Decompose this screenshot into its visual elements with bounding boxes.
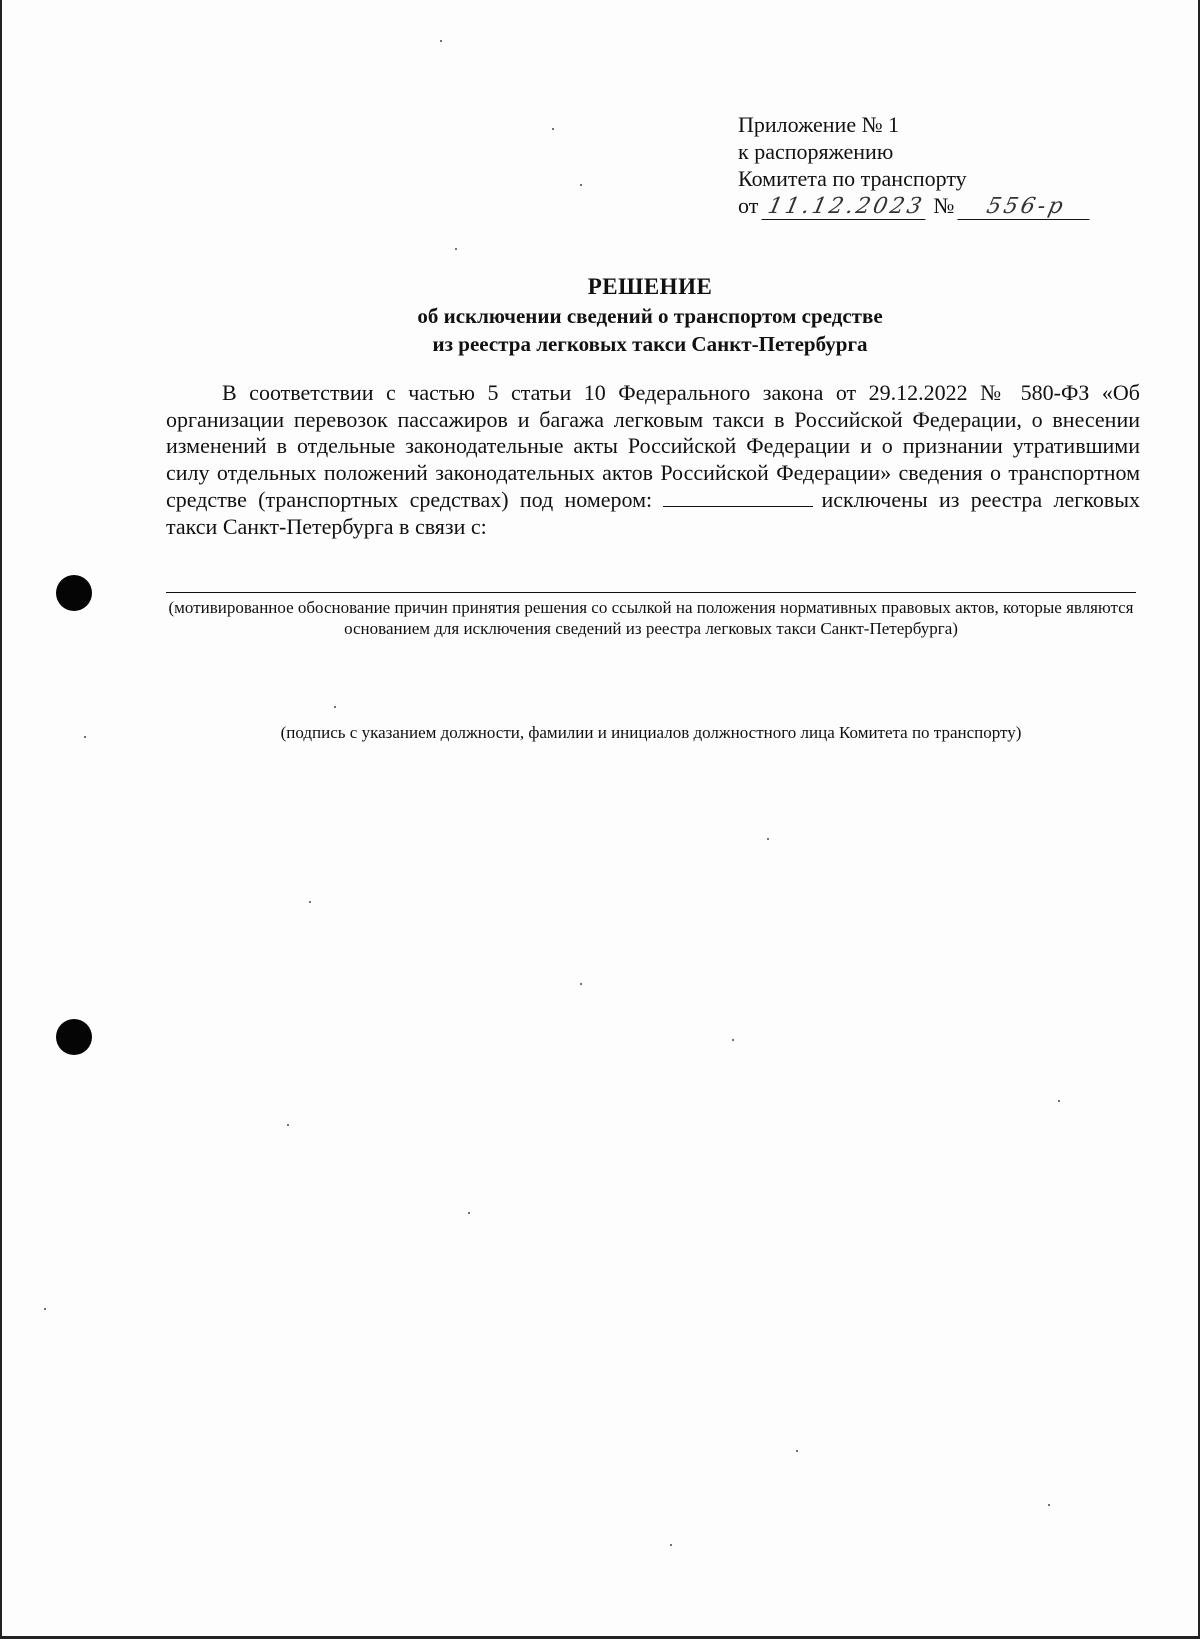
reason-blank-line	[166, 592, 1136, 593]
body-paragraph-end: исключены из реестра легковых такси Санкт-Петербурга в связи с:	[166, 487, 1140, 539]
scan-speck	[1058, 1100, 1060, 1102]
appendix-line-3: Комитета по транспорту	[738, 166, 967, 191]
from-label: от	[738, 193, 759, 218]
number-label: №	[933, 193, 955, 218]
handwritten-number: 556-р	[957, 195, 1094, 220]
scan-speck	[796, 1450, 798, 1452]
scan-speck	[287, 1124, 289, 1126]
appendix-line-4	[738, 192, 1138, 220]
handwritten-date: 11.12.2023	[761, 195, 930, 220]
scan-speck	[580, 184, 582, 186]
scan-edge-left	[0, 0, 2, 1639]
appendix-header	[738, 111, 1138, 220]
scan-speck	[670, 1544, 672, 1546]
body-paragraph-start: В соответствии с частью 5 статьи 10 Федерального закона от 29.12.2022 № 580-ФЗ «Об организации перевозок пассажиров и багажа легковым такси в Российской Федерации, о внесении изменений в отдельные законодательные акты Российской Федерации и о признании утратившими силу отдельных положений законодательных актов Российской Федерации» сведения о транспортном средстве (транспортных средствах) под номером:	[166, 380, 1140, 512]
signature-caption: (подпись с указанием должности, фамилии и инициалов должностного лица Комитета по транспорту)	[280, 723, 1022, 742]
scan-speck	[309, 901, 311, 903]
scan-speck	[44, 1308, 46, 1310]
scan-speck	[455, 248, 457, 250]
scan-speck	[84, 736, 86, 738]
title-subtitle-2: из реестра легковых такси Санкт-Петербурга	[432, 332, 868, 356]
scan-speck	[732, 1039, 734, 1041]
scan-speck	[440, 40, 442, 42]
scan-speck	[767, 838, 769, 840]
vehicle-number-blank	[663, 486, 813, 507]
title-subtitle-1: об исключении сведений о транспортом средстве	[417, 304, 883, 328]
title-main: РЕШЕНИЕ	[587, 274, 713, 299]
scan-speck	[580, 983, 582, 985]
decision-body	[166, 380, 1140, 540]
decision-title	[160, 272, 1140, 358]
scan-speck	[1048, 1504, 1050, 1506]
punch-hole-top	[56, 575, 92, 611]
scan-speck	[552, 128, 554, 130]
punch-hole-bottom	[56, 1019, 92, 1055]
scan-speck	[468, 1212, 470, 1214]
appendix-line-2: к распоряжению	[738, 139, 894, 164]
reason-caption: (мотивированное обоснование причин принятия решения со ссылкой на положения нормативных правовых актов, которые являются основанием для исключения сведений из реестра легковых такси Санкт-Петербурга)	[168, 598, 1134, 638]
appendix-line-1: Приложение № 1	[738, 112, 900, 137]
scan-speck	[334, 706, 336, 708]
